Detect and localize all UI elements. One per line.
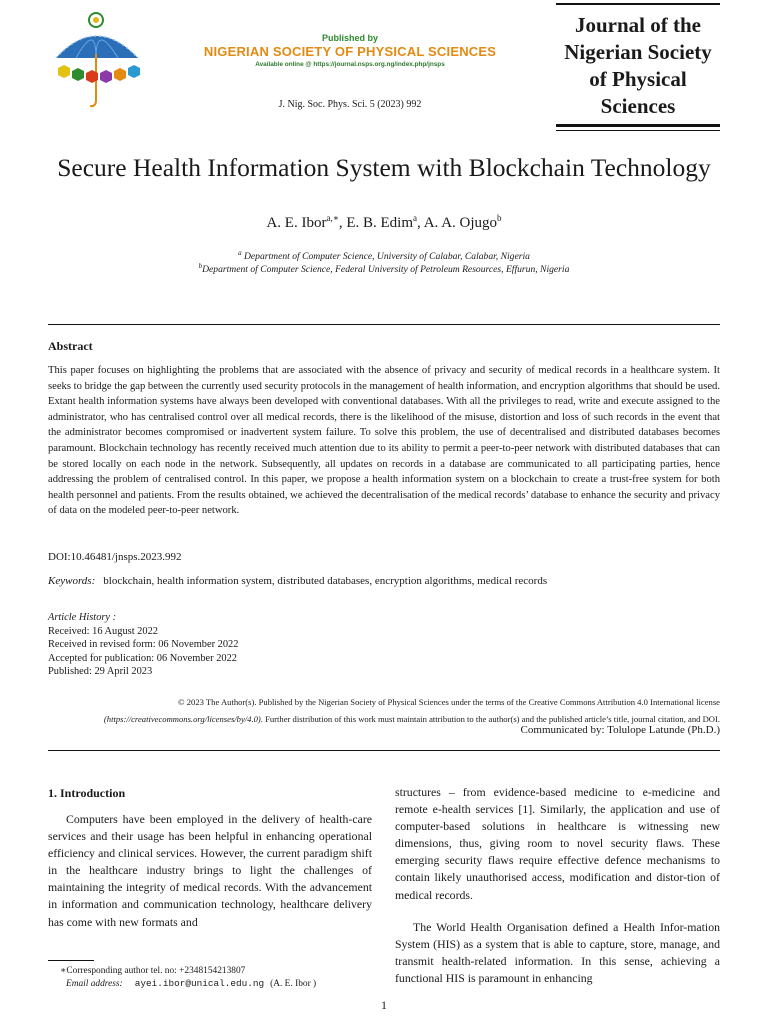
license-notice [48,694,720,728]
author-affil-mark: b [497,213,502,223]
society-logo [48,8,148,108]
history-line: Received in revised form: 06 November 2022 [48,639,239,650]
history-line: Published: 29 April 2023 [48,666,153,677]
history-line: Accepted for publication: 06 November 2022 [48,652,237,664]
author-affil-mark: a [413,213,417,223]
journal-title-line: of Physical [589,67,687,91]
history-line: Received: 16 August 2022 [48,625,158,637]
abstract-text: This paper focuses on highlighting the problems that are associated with the absence of privacy and security of medical records in a healthcare system. It seeks to bridge the gap between the currently used security protocols in the management of health information, and encryption algorithms that should be used. Extant health information systems have always been developed with conventional databases. With all the privileges to read, write and execute assigned to the administrator, who has centralised control over all medical records, there is the likelihood of the misuse, distortion and loss of such records in the event that the administrator becomes compromised or inadvertent system failure. To solve this problem, the use of decentralised and distributed databases becomes paramount. Blockchain technology has recently received much attention due to its ability to permit a peer-to-peer network with distributed databases that can be stored locally on each node in the network. Subsequently, all updates on records in a database are communicated to all participating parties, hence addressing the problem of centralised control. In this paper, we propose a health information system on a blockchain to create a trust-free system for both health personnel and patients. From the results obtained, we achieved the decentralisation of the medical records’ database to enhance the security and privacy of data on the modeled peer-to-peer network. [48,365,720,517]
article-history [48,611,238,679]
publisher-block [200,33,500,68]
corresponding-author-note: ∗Corresponding author tel. no: +2348154213807 [60,966,246,976]
section-divider [48,324,720,325]
section-divider [48,750,720,751]
journal-title-rule [556,130,720,131]
journal-title-line: Nigerian Society [564,40,712,64]
email-address[interactable]: ayei.ibor@unical.edu.ng [134,978,265,989]
journal-title-box [556,0,720,132]
license-url[interactable]: (https://creativecommons.org/licenses/by/4.0) [103,714,261,724]
doi[interactable]: DOI:10.46481/jnsps.2023.992 [48,551,182,563]
keywords-text: blockchain, health information system, distributed databases, encryption algorithms, medical records [103,575,548,587]
author-name: A. E. Ibor [266,215,327,231]
communicated-by: Communicated by: Tolulope Latunde (Ph.D.) [520,724,720,736]
email-label: Email address: [66,979,123,989]
author-name: A. A. Ojugo [423,215,498,231]
journal-title-top-rule [556,3,720,5]
intro-paragraph: Computers have been employed in the delivery of health-care services and their usage has been helpful in enhancing operational efficiency and clinical services. However, the current paradigm shift in the healthcare industry brings to light the challenges of maintaining the integrity of medical records. With the advancement in information and communication technology, healthcare delivery has come with new formats and [48,812,372,929]
email-footnote: Email address: ayei.ibor@unical.edu.ng (A. E. Ibor ) [66,978,317,989]
affiliation: $^a$ Department of Computer Science, University of Calabar, Calabar, Nigeria [238,249,530,263]
keywords [48,575,547,587]
keywords-label: Keywords: [48,575,96,587]
license-line: © 2023 The Author(s). Published by the Nigerian Society of Physical Sciences under the terms of the Creative Commons Attribution 4.0 International license [178,697,720,707]
section-heading: 1. Introduction [48,786,126,800]
journal-title-rule [556,124,720,127]
author-affil-mark: a,∗ [326,213,339,223]
author-name: E. B. Edim [346,215,413,231]
affiliation: $^b$Department of Computer Science, Federal University of Petroleum Resources, Effurun, Nigeria [198,262,570,276]
available-online-text: Available online @ https://journal.nsps.org.ng/index.php/jnsps [255,61,445,68]
journal-title [556,12,720,120]
paper-title: Secure Health Information System with Blockchain Technology [57,153,711,182]
intro-paragraph: structures – from evidence-based medicine to e-medicine and remote e-health services [1]. Similarly, the application and use of computer-based solutions in healthcare is witnessing new dimensions, thus, giving room to novel security flaws. These emerging security flaws require effective defence mechanisms to contain likely unauthorised access, modification and distor-tion of medical records. [395,785,720,902]
author-list: A. E. Ibor$^{a,∗}$, E. B. Edim$^a$, A. A. Ojugo$^b$ [266,213,502,231]
intro-paragraph: The World Health Organisation defined a Health Infor-mation System (HIS) as a system that is able to capture, store, manage, and transmit health-related information. In this sense, achieving a functional HIS is paramount in enhancing [395,920,720,986]
journal-title-line: Sciences [600,94,676,118]
abstract-heading: Abstract [48,339,93,353]
article-history-heading: Article History : [48,612,117,623]
journal-citation: J. Nig. Soc. Phys. Sci. 5 (2023) 992 [278,99,422,110]
footnote-rule [48,960,94,961]
published-by-label: Published by [321,33,378,43]
society-name: NIGERIAN SOCIETY OF PHYSICAL SCIENCES [203,44,497,59]
journal-title-line: Journal of the [575,13,701,37]
license-line: (https://creativecommons.org/licenses/by/4.0). Further distribution of this work must maintain attribution to the author(s) and the published article’s title, journal citation, and DOI. [103,714,720,724]
page-number: 1 [381,998,387,1012]
